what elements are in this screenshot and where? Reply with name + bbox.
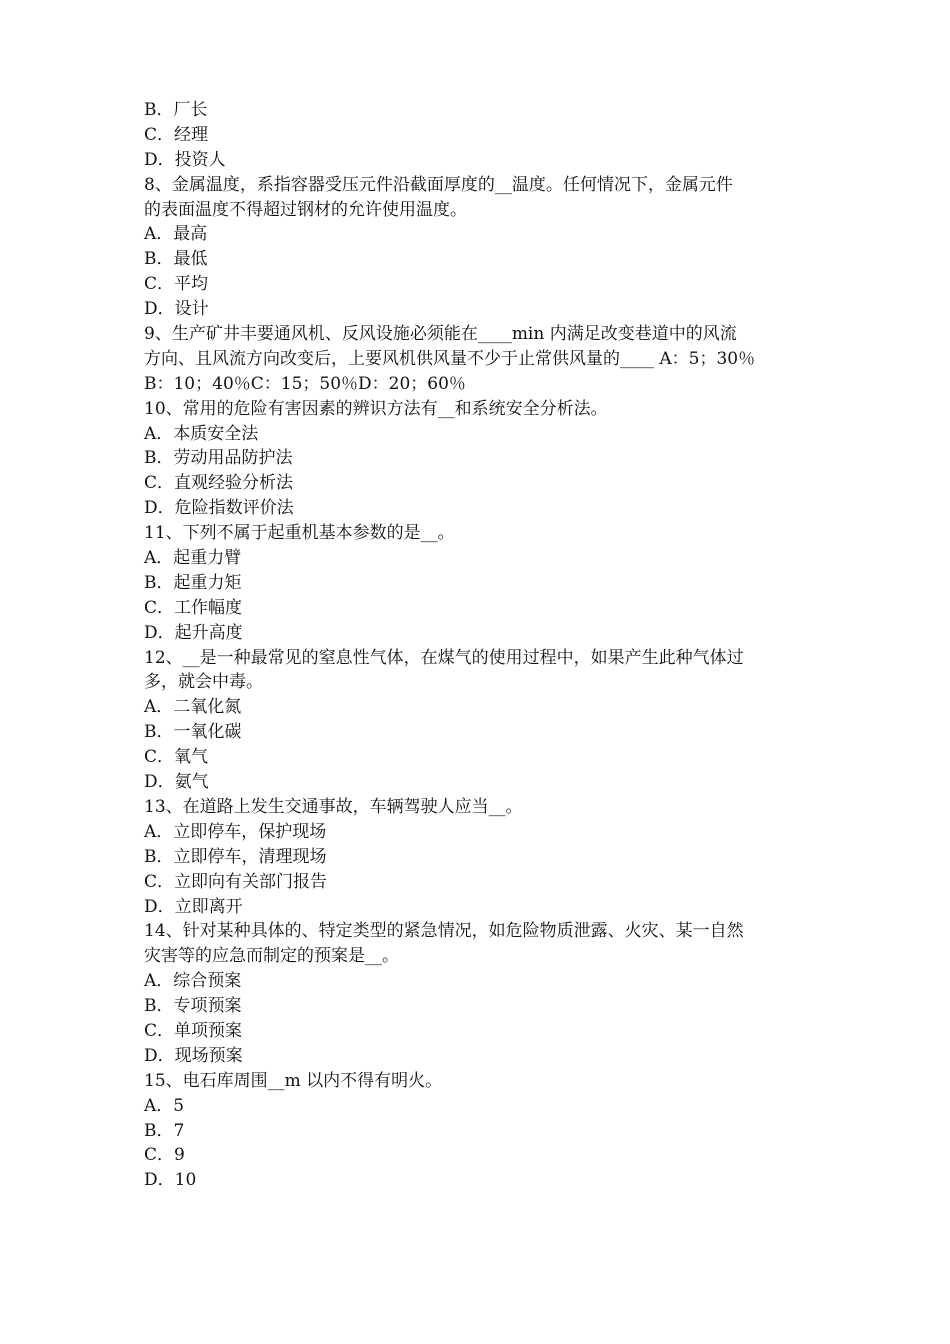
option-line: A．5 — [144, 1095, 185, 1116]
question-text-line: 14、针对某种具体的、特定类型的紧急情况，如危险物质泄露、火灾、某一自然 — [144, 921, 744, 942]
option-line: C．直观经验分析法 — [144, 473, 294, 494]
option-line: D．10 — [144, 1170, 197, 1191]
option-line: D．起升高度 — [144, 622, 243, 643]
option-line: B．厂长 — [144, 100, 208, 120]
question-text-line: 8、金属温度，系指容器受压元件沿截面厚度的__温度。任何情况下，金属元件 — [144, 174, 733, 195]
option-line: B．立即停车，清理现场 — [144, 846, 327, 867]
option-line: C．9 — [144, 1145, 185, 1166]
question-10 — [144, 397, 816, 521]
question-text-line: 多，就会中毒。 — [144, 672, 263, 693]
top-options — [144, 98, 816, 173]
option-line: A．二氧化氮 — [144, 697, 242, 718]
option-line: C．单项预案 — [144, 1020, 243, 1041]
option-line: C．经理 — [144, 124, 209, 145]
option-line: C．平均 — [144, 274, 209, 295]
question-text-line: 15、电石库周围__m 以内不得有明火。 — [144, 1070, 443, 1091]
option-line: D．现场预案 — [144, 1045, 243, 1066]
question-text-line: 11、下列不属于起重机基本参数的是__。 — [144, 523, 455, 544]
option-line: A．起重力臂 — [144, 548, 242, 569]
question-12 — [144, 646, 816, 795]
question-text-line: 10、常用的危险有害因素的辨识方法有__和系统安全分析法。 — [144, 398, 608, 419]
option-line: B．最低 — [144, 249, 208, 270]
option-line: A．综合预案 — [144, 971, 242, 992]
question-8 — [144, 173, 816, 322]
question-13 — [144, 795, 816, 919]
question-text-line: 9、生产矿井丰要通风机、反风设施必须能在____min 内满足改变巷道中的风流 — [144, 324, 737, 345]
option-line: D．设计 — [144, 299, 209, 320]
question-14 — [144, 919, 816, 1068]
option-line: B．起重力矩 — [144, 572, 242, 593]
question-9 — [144, 322, 816, 397]
option-line: C．氧气 — [144, 747, 209, 768]
option-line: C．立即向有关部门报告 — [144, 871, 328, 892]
option-line: D．危险指数评价法 — [144, 498, 294, 519]
document-page — [144, 98, 816, 1193]
option-line: A．最高 — [144, 224, 208, 245]
option-line: B．专项预案 — [144, 996, 242, 1017]
option-line: A．本质安全法 — [144, 423, 259, 444]
option-line: D．投资人 — [144, 149, 226, 170]
question-15 — [144, 1069, 816, 1193]
option-line: B．一氧化碳 — [144, 722, 242, 743]
question-text-line: B：10；40％C：15；50％D：20；60％ — [144, 373, 466, 394]
option-line: C．工作幅度 — [144, 597, 243, 618]
option-line: B．劳动用品防护法 — [144, 448, 293, 469]
option-line: A．立即停车，保护现场 — [144, 821, 327, 842]
question-text-line: 灾害等的应急而制定的预案是__。 — [144, 946, 399, 967]
question-text-line: 13、在道路上发生交通事故，车辆驾驶人应当__。 — [144, 796, 523, 817]
option-line: D．氨气 — [144, 772, 209, 793]
question-text-line: 12、__是一种最常见的窒息性气体，在煤气的使用过程中，如果产生此种气体过 — [144, 647, 744, 668]
question-11 — [144, 521, 816, 645]
option-line: D．立即离开 — [144, 896, 243, 917]
question-text-line: 的表面温度不得超过钢材的允许使用温度。 — [144, 199, 467, 220]
question-text-line: 方向、且风流方向改变后，上要风机供风量不少于止常供风量的____ A：5；30％ — [144, 348, 756, 369]
option-line: B．7 — [144, 1120, 185, 1141]
